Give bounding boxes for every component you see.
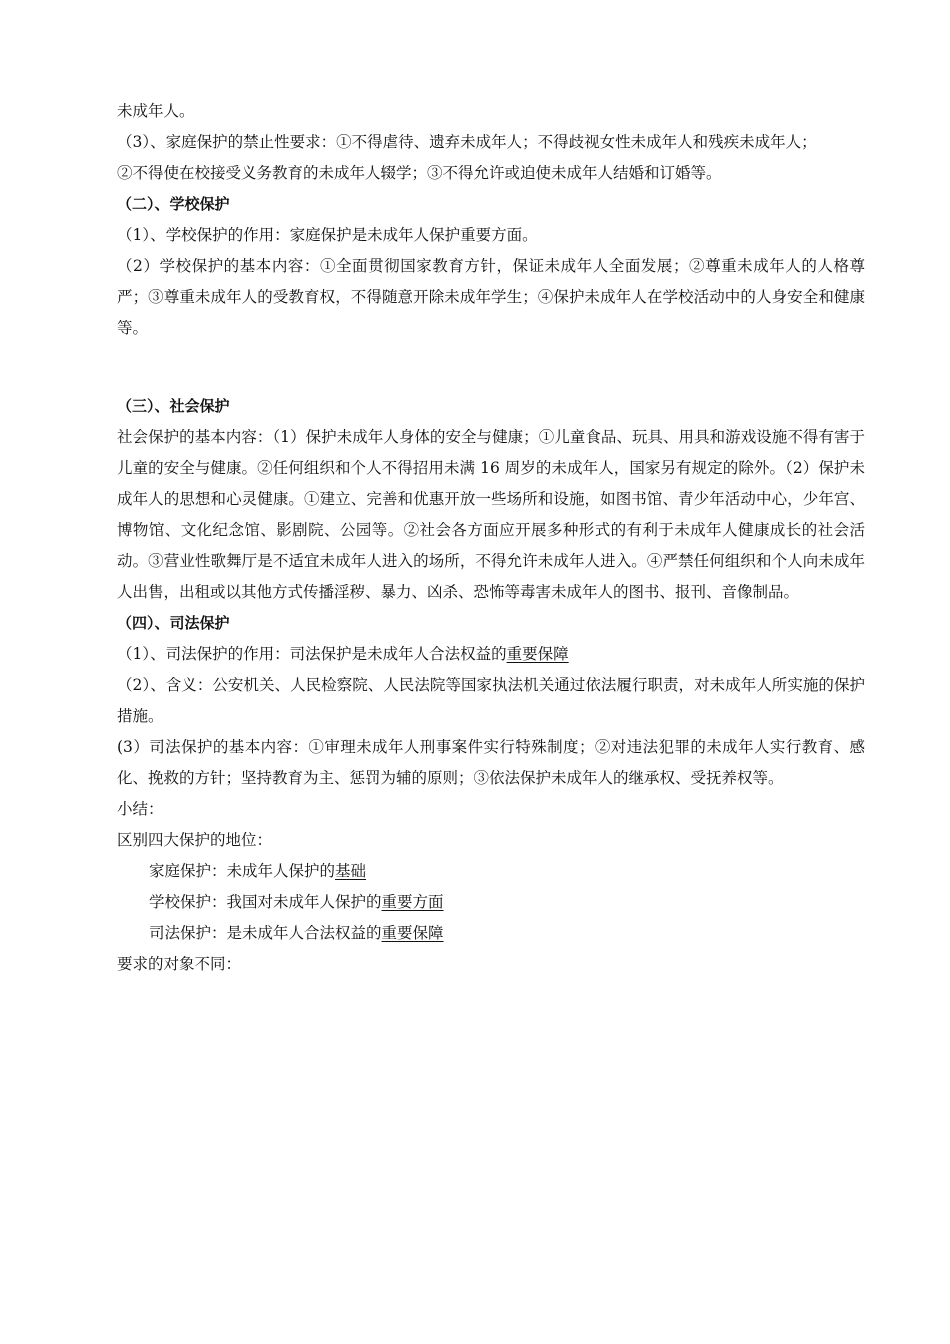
document-body — [117, 96, 865, 980]
school-protection-heading: （二）、学校保护 — [117, 195, 230, 213]
text-line: 未成年人。 — [117, 102, 195, 120]
summary-item-underlined: 基础 — [335, 862, 367, 880]
judicial-protection-heading: （四）、司法保护 — [117, 614, 230, 632]
judicial-item-1-text: （1）、司法保护的作用：司法保护是未成年人合法权益的 — [117, 645, 507, 663]
judicial-protection-item-1 — [117, 639, 865, 670]
society-protection-body: 社会保护的基本内容：（1）保护未成年人身体的安全与健康；①儿童食品、玩具、用具和游戏设施不得有害于儿童的安全与健康。②任何组织和个人不得招用未满 16 周岁的未成年人，国家另有规定的除外。（2）保护未成年人的思想和心灵健康。①建立、完善和优惠开放一些场所和设施，如图书馆、青少年活动中心，少年宫、博物馆、文化纪念馆、影剧院、公园等。②社会各方面应开展多种形式的有利于未成年人健康成长的社会活动。③营业性歌舞厅是不适宜未成年人进入的场所，不得允许未成年人进入。④严禁任何组织和个人向未成年人出售，出租或以其他方式传播淫秽、暴力、凶杀、恐怖等毒害未成年人的图书、报刊、音像制品。 — [117, 428, 865, 601]
summary-item-text: 学校保护：我国对未成年人保护的 — [149, 893, 382, 911]
society-protection-heading: （三）、社会保护 — [117, 397, 230, 415]
summary-label: 小结： — [117, 800, 164, 818]
summary-item-judicial — [117, 918, 865, 949]
summary-item-underlined: 重要方面 — [381, 893, 444, 911]
school-protection-item-1: （1）、学校保护的作用：家庭保护是未成年人保护重要方面。 — [117, 226, 538, 244]
summary-objects: 要求的对象不同： — [117, 955, 242, 973]
summary-item-text: 家庭保护：未成年人保护的 — [149, 862, 336, 880]
judicial-item-1-underlined: 重要保障 — [506, 645, 569, 663]
family-protection-item-3: （3）、家庭保护的禁止性要求：①不得虐待、遗弃未成年人；不得歧视女性未成年人和残疾未成年人； — [117, 133, 817, 151]
family-protection-item-3-continued: ②不得使在校接受义务教育的未成年人辍学；③不得允许或迫使未成年人结婚和订婚等。 — [117, 164, 722, 182]
summary-item-text: 司法保护：是未成年人合法权益的 — [149, 924, 382, 942]
summary-item-family — [117, 856, 865, 887]
summary-item-underlined: 重要保障 — [381, 924, 444, 942]
school-protection-item-2: （2）学校保护的基本内容：①全面贯彻国家教育方针，保证未成年人全面发展；②尊重未成年人的人格尊严；③尊重未成年人的受教育权，不得随意开除未成年学生；④保护未成年人在学校活动中的人身安全和健康等。 — [117, 257, 865, 337]
judicial-protection-item-2: （2）、含义：公安机关、人民检察院、人民法院等国家执法机关通过依法履行职责，对未成年人所实施的保护措施。 — [117, 676, 865, 725]
judicial-protection-item-3: (3）司法保护的基本内容：①审理未成年人刑事案件实行特殊制度；②对违法犯罪的未成年人实行教育、感化、挽救的方针；坚持教育为主、惩罚为辅的原则；③依法保护未成年人的继承权、受抚养权等。 — [117, 738, 865, 787]
summary-distinguish: 区别四大保护的地位： — [117, 831, 273, 849]
summary-item-school — [117, 887, 865, 918]
paragraph-gap — [117, 344, 865, 391]
